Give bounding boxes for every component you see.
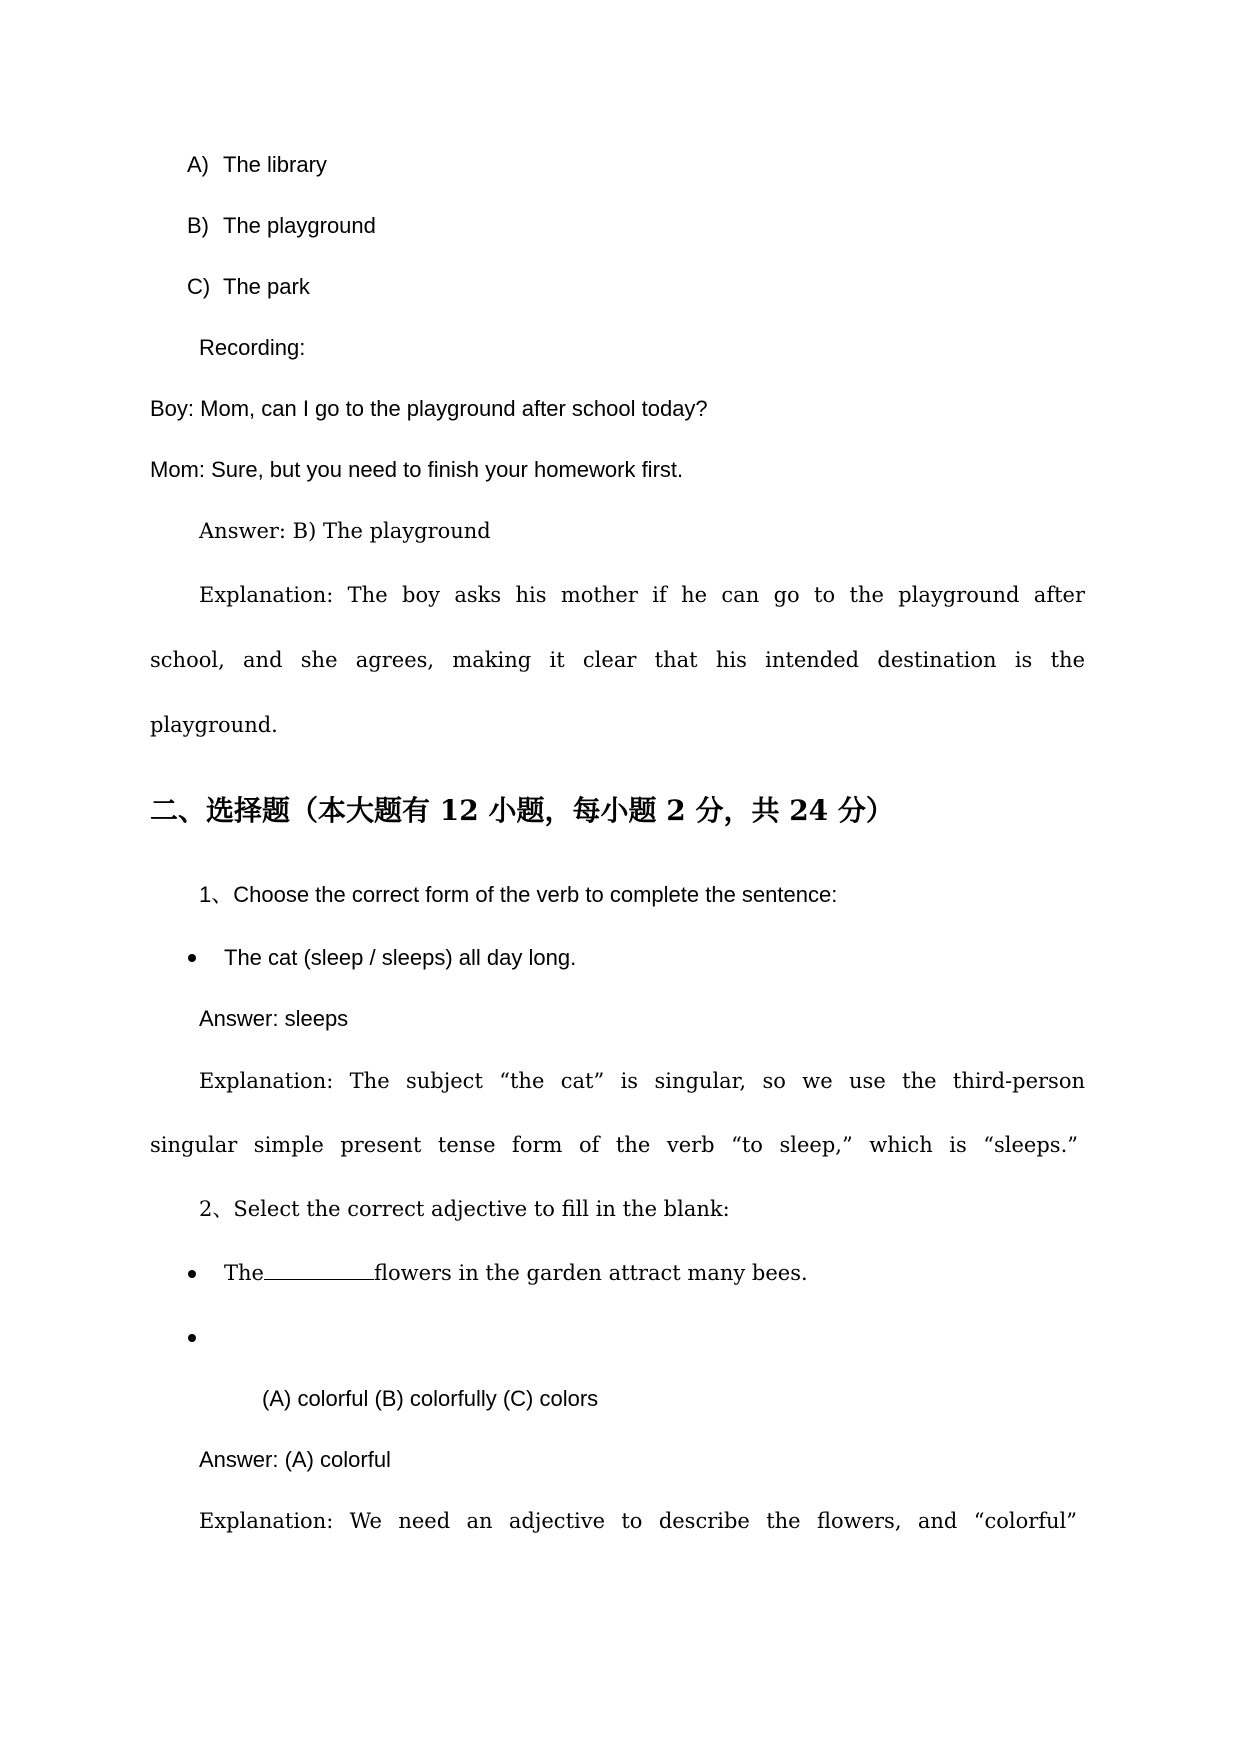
answer-line: Answer: (A) colorful — [199, 1447, 391, 1472]
explanation-line: playground. — [150, 713, 278, 737]
question-sentence — [224, 1263, 808, 1284]
sentence-end: flowers in the garden attract many bees. — [373, 1261, 808, 1285]
option-text: The playground — [223, 213, 376, 238]
section-heading: 二、选择题（本大题有 12 小题，每小题 2 分，共 24 分） — [150, 794, 894, 827]
explanation-line: Explanation: The subject “the cat” is singular, so we use the third-person — [199, 1069, 1085, 1093]
option-letter: B) — [187, 213, 209, 238]
bullet-dot — [188, 954, 196, 962]
sentence-start: The — [224, 1261, 264, 1285]
explanation-line: school, and she agrees, making it clear that his intended destination is the — [150, 648, 1085, 672]
answer-line: Answer: B) The playground — [199, 519, 491, 543]
explanation-line: Explanation: We need an adjective to describe the flowers, and “colorful” — [199, 1509, 1077, 1533]
option-b — [187, 215, 376, 237]
bullet-dot — [188, 1334, 196, 1342]
dialogue-line: Mom: Sure, but you need to finish your homework first. — [150, 457, 684, 482]
question-sentence: The cat (sleep / sleeps) all day long. — [224, 945, 577, 970]
question-prompt: 2、Select the correct adjective to fill in the blank: — [199, 1197, 730, 1221]
answer-line: Answer: sleeps — [199, 1006, 349, 1031]
explanation-line: singular simple present tense form of the verb “to sleep,” which is “sleeps.” — [150, 1133, 1078, 1157]
option-a — [187, 154, 327, 176]
recording-label: Recording: — [199, 335, 306, 360]
option-letter: C) — [187, 274, 211, 299]
dialogue-line: Boy: Mom, can I go to the playground after school today? — [150, 396, 708, 421]
option-text: The library — [223, 152, 327, 177]
option-letter: A) — [187, 152, 209, 177]
fill-blank — [264, 1263, 374, 1280]
question-prompt: 1、Choose the correct form of the verb to complete the sentence: — [199, 882, 838, 907]
option-c — [187, 276, 310, 298]
bullet-dot — [188, 1270, 196, 1278]
option-text: The park — [223, 274, 310, 299]
explanation-line: Explanation: The boy asks his mother if he can go to the playground after — [199, 583, 1085, 607]
answer-choices: (A) colorful (B) colorfully (C) colors — [262, 1386, 599, 1411]
